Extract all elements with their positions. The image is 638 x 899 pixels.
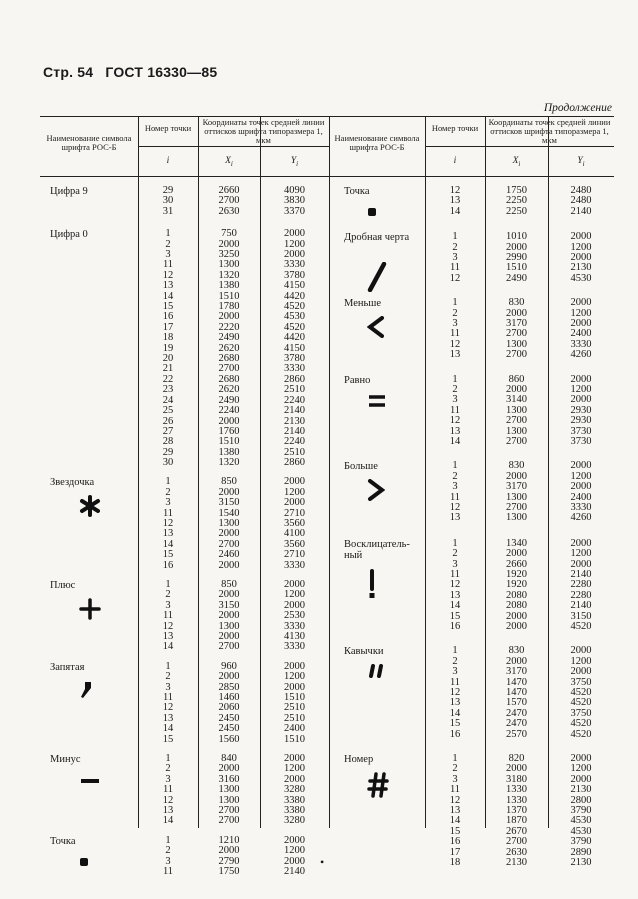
points-i-column: 1 2 3 11 12 — [449, 231, 461, 284]
symbol-name: Дробная черта — [344, 232, 410, 244]
points-i-column: 1 2 3 11 12 13 — [449, 297, 461, 361]
slash-icon — [367, 262, 387, 297]
points-i-column: 1 2 3 11 12 13 14 15 16 17 18 19 20 21 22 23 24 25 26 27 28 29 30 — [162, 228, 174, 469]
symbol-name: Цифра 9 — [50, 186, 88, 197]
plus-icon — [79, 598, 101, 625]
points-i-column: 1 2 3 11 12 13 14 — [162, 753, 174, 827]
number-sign-icon — [367, 772, 389, 803]
subheader-i-right: i — [453, 156, 457, 166]
subheader-i: i — [166, 156, 170, 166]
standard-number: ГОСТ 16330—85 — [105, 64, 218, 80]
points-x-column: 1210 2000 2790 1750 — [218, 834, 240, 878]
points-i-column: 29 30 31 — [162, 185, 174, 217]
symbol-name: Запятая — [50, 661, 85, 673]
header-mid-rule-left — [138, 146, 329, 147]
points-x-column: 830 2000 3170 1300 2700 1300 — [506, 460, 527, 524]
points-i-column: 12 13 14 — [449, 185, 461, 217]
points-i-column: 1 2 3 11 12 13 14 15 — [162, 660, 174, 745]
coordinates-table — [40, 116, 614, 878]
symbol-name: Больше — [344, 461, 378, 473]
points-x-column: 840 2000 3160 1300 1300 2700 2700 — [218, 753, 240, 827]
points-i-column: 1 2 3 11 12 13 14 — [162, 579, 174, 653]
column-header-point-right: Номер точки — [431, 123, 479, 133]
subheader-y-right: $Y_i$ — [577, 156, 585, 168]
points-y-column: 2000 1200 2000 2930 2930 3730 3730 — [570, 373, 592, 448]
subheader-y: $Y_i$ — [290, 156, 299, 168]
points-i-column: 1 2 3 11 12 13 — [449, 460, 461, 524]
points-i-column: 1 2 3 11 12 13 14 15 16 — [449, 537, 461, 633]
points-i-column: 1 2 3 11 12 13 14 15 16 — [449, 645, 461, 740]
points-x-column: 750 2000 3250 1300 1320 1380 1510 1780 2000 2220 2490 2620 2680 2700 2680 2620 2490 2240 2000 1760 1510 1380 1320 — [218, 228, 240, 469]
header-mid-rule-right — [425, 146, 614, 147]
symbol-name: Номер — [344, 754, 374, 765]
continuation-note: Продолжение — [543, 102, 612, 114]
points-y-column: 2000 1200 2000 2530 3330 4130 3330 — [284, 579, 305, 653]
points-y-column: 2000 1200 2000 2130 2800 3790 4530 4530 3790 2890 2130 — [570, 753, 592, 869]
comma-icon — [79, 680, 93, 705]
dot-icon — [367, 204, 377, 222]
column-header-name: Наименование символа шрифта РОС-Б — [46, 133, 132, 152]
points-y-column: 2000 1200 2000 2140 — [284, 834, 305, 878]
column-header-coords-right: Координаты точек средней линии оттисков шрифта типоразмера 1, мкм — [488, 117, 611, 145]
symbol-name: Равно — [344, 374, 371, 386]
points-y-column: 4090 3830 3370 — [284, 185, 305, 217]
equals-icon — [367, 393, 387, 414]
points-x-column: 960 2000 2850 1460 2060 2450 2450 1560 — [218, 660, 240, 745]
symbol-name: Кавычки — [344, 646, 384, 658]
minus-icon — [79, 772, 101, 790]
points-y-column: 2000 1200 2000 2140 2280 2280 2140 3150 4520 — [570, 537, 592, 633]
points-x-column: 830 2000 3170 2700 1300 2700 — [506, 297, 527, 361]
symbol-name: Плюс — [50, 580, 76, 591]
points-y-column: 2000 1200 2000 2710 3560 4100 3560 2710 3330 — [284, 476, 305, 571]
symbol-name: Цифра 0 — [50, 229, 88, 241]
symbol-name: Звездочка — [50, 477, 95, 489]
points-i-column: 1 2 3 11 12 13 14 15 16 — [162, 476, 174, 571]
points-y-column: 2000 1200 2000 3750 4520 4520 3750 4520 4520 — [570, 645, 592, 740]
exclamation-icon — [367, 569, 377, 604]
points-x-column: 2660 2700 2630 — [218, 185, 240, 217]
less-than-icon — [367, 316, 385, 343]
points-y-column: 2000 1200 2000 1510 2510 2510 2400 1510 — [284, 660, 305, 745]
column-header-coords: Координаты точек средней линии оттисков шрифта типоразмера 1, мкм — [202, 117, 325, 145]
symbol-name: Точка — [344, 186, 370, 197]
subheader-x: $X_i$ — [225, 156, 233, 168]
points-y-column: 2000 1200 2000 3330 3780 4150 4420 4520 4530 4520 4420 4150 3780 3330 2860 2510 2240 2140 2130 2140 2240 2510 2860 — [284, 228, 305, 469]
points-y-column: 2480 2480 2140 — [570, 185, 592, 217]
asterisk-icon — [79, 495, 101, 522]
column-divider — [329, 116, 330, 828]
points-x-column: 850 2000 3150 2000 1300 2000 2700 — [218, 579, 240, 653]
page-number: Стр. 54 — [43, 64, 94, 80]
symbol-name: Минус — [50, 754, 81, 765]
points-y-column: 2000 1200 2000 2130 4530 — [570, 231, 592, 284]
greater-than-icon — [367, 479, 385, 506]
points-x-column: 820 2000 3180 1330 1330 1370 1870 2670 2700 2630 2130 — [506, 753, 527, 869]
column-header-name-right: Наименование символа шрифта РОС-Б — [334, 133, 420, 152]
points-x-column: 1750 2250 2250 — [506, 185, 527, 217]
points-i-column: 1 2 3 11 12 13 14 — [449, 373, 461, 448]
symbol-name: Меньше — [344, 298, 382, 310]
quotes-icon — [367, 664, 385, 683]
header-bottom-rule — [40, 176, 614, 177]
points-x-column: 1340 2000 2660 1920 1920 2080 2080 2000 2000 — [506, 537, 527, 633]
page-header — [43, 64, 217, 80]
points-y-column: 2000 1200 2000 3280 3380 3380 3280 — [284, 753, 305, 827]
symbol-name: Точка — [50, 835, 76, 847]
column-header-point: Номер точки — [144, 123, 192, 133]
points-i-column: 1 2 3 11 — [162, 834, 174, 878]
dot-icon — [79, 854, 89, 872]
points-y-column: 2000 1200 2000 2400 3330 4260 — [570, 460, 592, 524]
points-x-column: 860 2000 3140 1300 2700 1300 2700 — [506, 373, 527, 448]
points-i-column: 1 2 3 11 12 13 14 15 16 17 18 — [449, 753, 461, 869]
footer-mark: • — [320, 855, 325, 869]
points-x-column: 830 2000 3170 1470 1470 1570 2470 2470 2570 — [506, 645, 527, 740]
points-y-column: 2000 1200 2000 2400 3330 4260 — [570, 297, 592, 361]
points-x-column: 1010 2000 2990 1510 2490 — [506, 231, 527, 284]
symbol-name: Восклицатель-ный — [344, 538, 410, 561]
points-x-column: 850 2000 3150 1540 1300 2000 2700 2460 2000 — [218, 476, 240, 571]
subheader-x-right: $X_i$ — [512, 156, 521, 168]
